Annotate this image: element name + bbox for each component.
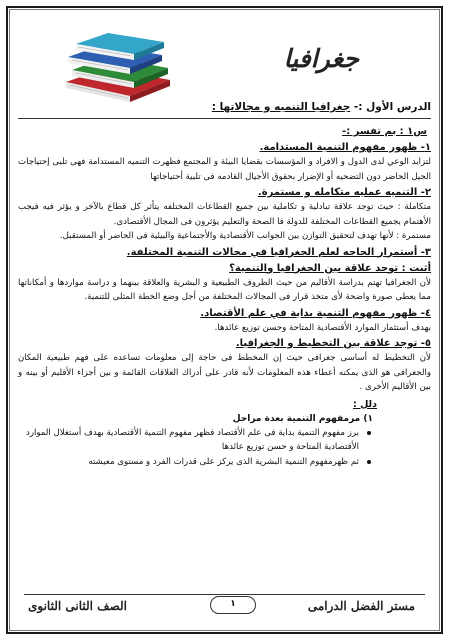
section-4	[18, 307, 431, 336]
section-3	[18, 246, 431, 305]
footer-divider	[24, 594, 425, 595]
section-paragraph: لتزايد الوعي لدى الدول و الافراد و المؤسسات بقضايا البيئة و المجتمع فظهرت التنميه المستدامة فهى تلبى إحتياجات الجيل الحاضر دون التضحيه أو الإضرار بحقوق الأجيال القادمه فى تلبية أحتياجاتها	[18, 157, 431, 182]
section-heading: ٤- ظهور مفهوم التنمية بداية في علم الأقتصاد.	[200, 307, 431, 319]
header	[10, 10, 439, 96]
page-number: ١	[210, 596, 256, 614]
list-item: ثم ظهرمفهوم التنمية البشرية الذى يركز على قدرات الفرد و مستوى معيشته	[18, 455, 371, 470]
evidence-label: دلل :	[352, 398, 377, 410]
footer-grade: الصف الثانى الثانوى	[28, 599, 127, 613]
section-subheading: أثبت : توجد علاقة بين الجغرافيا والتنمية؟	[229, 262, 431, 274]
section-heading: ١- ظهور مفهوم التنمية المستدامة.	[259, 142, 431, 153]
section-paragraph: لأن الجغرافيا تهتم بدراسة الأقاليم من حيث الظروف الطبيعية و البشرية والعلاقة بينهما و دراسة مواردها و أمكاناتها مما يعطى صورة واضحة لأى متخذ قرار فى المجالات المختلفة من أجل وضع الخطة المثلى للتنمية.	[18, 277, 431, 302]
question-label: س١ : بم تفسر :-	[342, 126, 427, 137]
section-5	[18, 337, 431, 395]
lesson-title	[18, 100, 431, 119]
section-paragraph: متكاملة : حيث توجد علاقة تبادلية و تكاملية بين جميع القطاعات المختلفه يتأثر كل قطاع بالآخر و يؤثر فيه فيجب الأهتمام بجميع القطاعات المختلفة للدولة فا الصحة والتعليم يؤثرون فى المجال الأقتصادى.	[18, 202, 431, 227]
section-2	[18, 186, 431, 244]
lesson-name: جغرافيا التنميه و مجالاتها :	[211, 101, 351, 113]
section-1	[18, 141, 431, 184]
evidence-subheading: ١) مرمفهوم التنمية بعدة مراحل	[232, 413, 373, 424]
section-paragraph: لأن التخطيط له أساسى جغرافى حيث إن المخطط فى حاجة إلى معلومات تساعده على فهم طبيعية المكان والجغرافى هو الذى يمكنه أعطاء هذه المعلومات لأنه قادر على أدراك العلاقات القائمة و بين أجزاء الأقليم أو بينه و بين الأقاليم الأخرى .	[18, 353, 431, 392]
footer-teacher: مستر الفضل الدرامى	[307, 599, 415, 613]
evidence-bullets	[18, 426, 431, 470]
section-paragraph: مستمرة : لأنها تهدف لتحقيق التوازن بين الجوانب الأقتصادية والأجتماعية والبيئية فى الحاضر أو المستقبل.	[59, 231, 431, 241]
lesson-prefix: الدرس الأول :-	[353, 101, 431, 113]
evidence-section	[18, 398, 431, 470]
section-paragraph: بهدف أستثمار الموارد الأقتصادية المتاحة وحسن توزيع عائدها.	[214, 322, 431, 333]
section-heading: ٢- التنميه عمليه متكامله و مستمرة.	[257, 187, 431, 198]
page-title: جغرافيا	[283, 44, 359, 73]
lesson-content	[18, 100, 431, 469]
list-item: برز مفهوم التنمية بداية فى علم الأقتصاد فظهر مفهوم التنمية الأقتصادية بهدف أستغلال الموارد الأقتصادية المتاحة و حسن توزيع عائدها	[18, 426, 371, 455]
books-stack-icon	[58, 24, 178, 104]
footer	[10, 586, 439, 620]
section-heading: ٥- توجد علاقة بين التخطيط و الجغرافيا.	[235, 338, 431, 349]
section-heading: ٣- أستمرار الحاجه لعلم الجغرافيا في مجالات التنمية المختلفة.	[126, 246, 431, 258]
